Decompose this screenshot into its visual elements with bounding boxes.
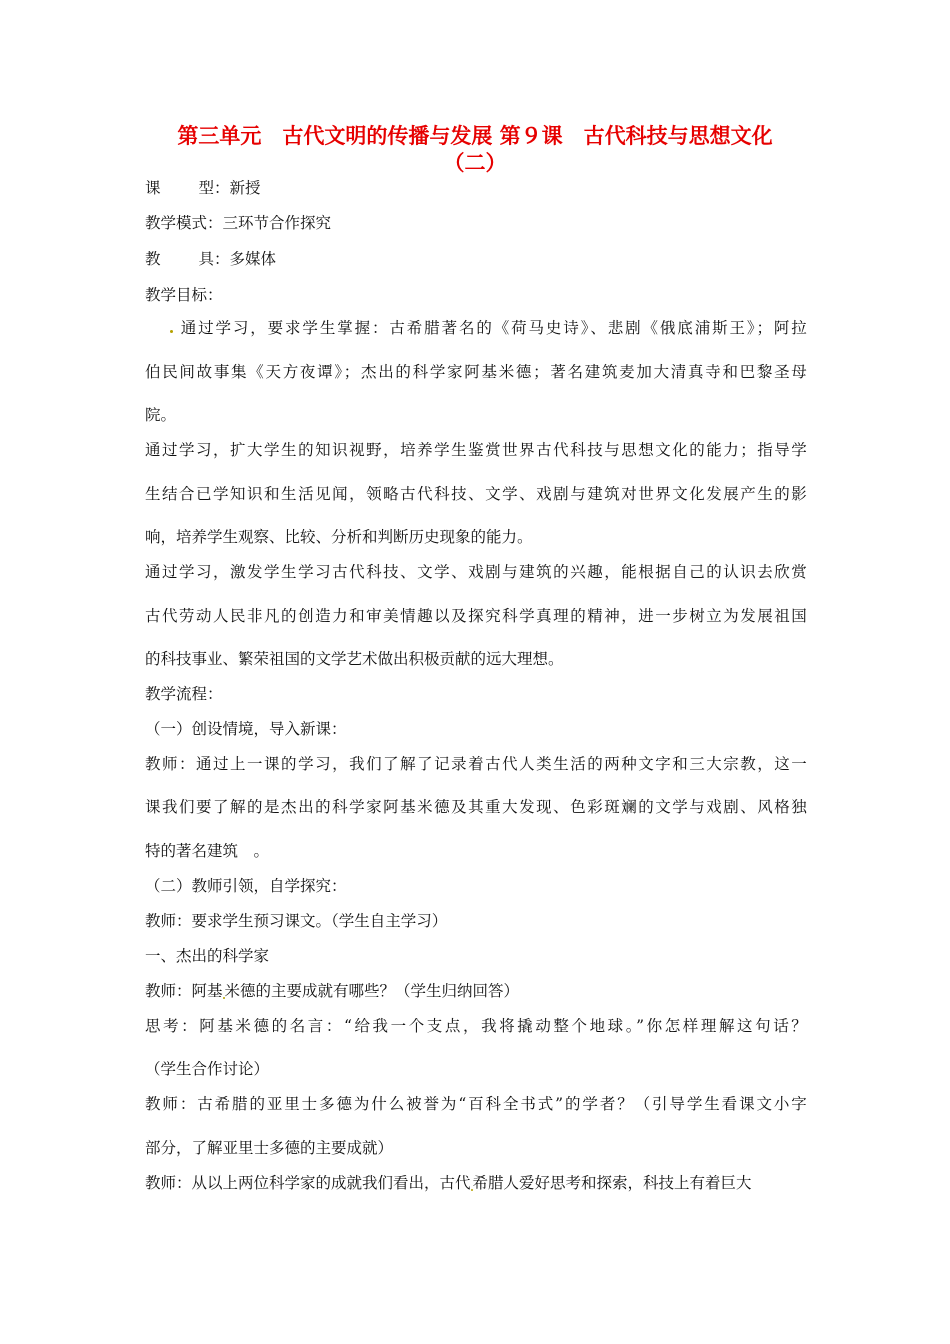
goals-heading: 教学目标： <box>145 286 223 304</box>
teacher-1-line-2: 课我们要了解的是杰出的科学家阿基米德及其重大发现、色彩斑斓的文学与戏剧、风格独 <box>145 798 807 816</box>
goal-2-line-2: 生结合已学知识和生活见闻，领略古代科技、文学、戏剧与建筑对世界文化发展产生的影 <box>145 485 807 503</box>
teacher-2: 教师：要求学生预习课文。（学生自主学习） <box>145 912 448 930</box>
teacher-5 <box>145 1173 752 1193</box>
goal-1-line-1 <box>170 318 807 338</box>
flow-step-1: （一）创设情境，导入新课： <box>145 720 347 738</box>
flow-heading: 教学流程： <box>145 685 223 703</box>
meta-tools <box>145 249 276 269</box>
goal-3-line-1: 通过学习，激发学生学习古代科技、文学、戏剧与建筑的兴趣，能根据自己的认识去欣赏 <box>145 563 807 581</box>
teacher-3-part-a: 教师：阿基 <box>145 982 223 1000</box>
title-line-2: （二） <box>443 150 507 175</box>
teacher-1-line-1: 教师：通过上一课的学习，我们了解了记录着古代人类生活的两种文字和三大宗教，这一 <box>145 755 807 773</box>
teacher-4-line-1: 教师：古希腊的亚里士多德为什么被誉为“百科全书式”的学者？（引导学生看课文小字 <box>145 1095 807 1113</box>
goal-1-line-3: 院。 <box>145 406 177 424</box>
goal-1-text: 通过学习，要求学生掌握：古希腊著名的《荷马史诗》、悲剧《俄底浦斯王》；阿拉 <box>179 319 807 337</box>
meta-tools-value: 具：多媒体 <box>198 250 277 268</box>
meta-mode: 教学模式：三环节合作探究 <box>145 214 332 232</box>
meta-tools-label: 教 <box>145 250 161 268</box>
goal-3-line-2: 古代劳动人民非凡的创造力和审美情趣以及探究科学真理的精神，进一步树立为发展祖国 <box>145 607 807 625</box>
mark-dot-icon <box>223 997 225 999</box>
teacher-3 <box>145 981 519 1001</box>
goal-3-line-3: 的科技事业、繁荣祖国的文学艺术做出积极贡献的远大理想。 <box>145 650 564 668</box>
meta-type <box>145 178 261 198</box>
think-line-1: 思考：阿基米德的名言：“给我一个支点，我将撬动整个地球。”你怎样理解这句话？ <box>145 1017 807 1035</box>
goal-1-line-2: 伯民间故事集《天方夜谭》；杰出的科学家阿基米德；著名建筑麦加大清真寺和巴黎圣母 <box>145 363 807 381</box>
teacher-1-line-3: 特的著名建筑 。 <box>145 842 270 860</box>
teacher-5-part-a: 教师：从以上两位科学家的成就我们看出，古代 <box>145 1174 471 1192</box>
title-line-1: 第三单元 古代文明的传播与发展 第９课 古代科技与思想文化 <box>177 123 773 148</box>
meta-type-value: 型：新授 <box>198 179 261 197</box>
flow-step-2: （二）教师引领，自学探究： <box>145 877 347 895</box>
meta-type-label: 课 <box>145 179 161 197</box>
teacher-4-line-2: 部分，了解亚里士多德的主要成就） <box>145 1139 394 1157</box>
goal-2-line-3: 响，培养学生观察、比较、分析和判断历史现象的能力。 <box>145 528 533 546</box>
goal-2-line-1: 通过学习，扩大学生的知识视野，培养学生鉴赏世界古代科技与思想文化的能力；指导学 <box>145 441 807 459</box>
teacher-5-part-b: 希腊人爱好思考和探索，科技上有着巨大 <box>472 1174 752 1192</box>
section-heading-1: 一、杰出的科学家 <box>145 947 270 965</box>
teacher-3-part-b: 米德的主要成就有哪些？（学生归纳回答） <box>224 982 520 1000</box>
bullet-dot-icon <box>170 330 173 333</box>
mark-dot-icon <box>471 1189 473 1191</box>
think-line-2: （学生合作讨论） <box>145 1060 270 1078</box>
